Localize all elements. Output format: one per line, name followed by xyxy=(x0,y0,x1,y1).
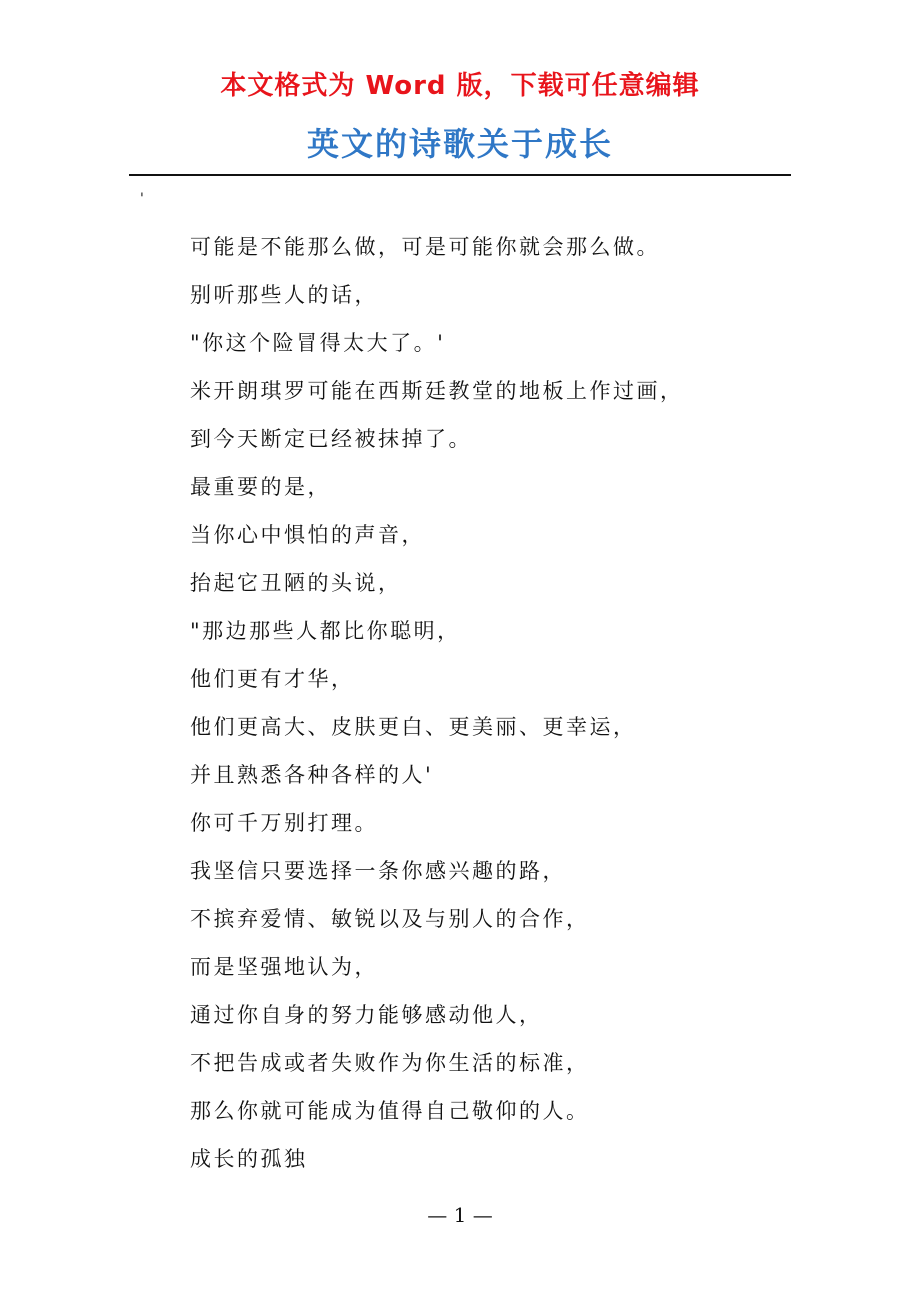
poem-line: 通过你自身的努力能够感动他人， xyxy=(190,1003,543,1027)
stray-quote-mark: ' xyxy=(140,191,144,207)
poem-line: 当你心中惧怕的声音， xyxy=(190,523,425,547)
poem-line: 最重要的是， xyxy=(190,475,331,499)
poem-line: "那边那些人都比你聪明， xyxy=(190,619,461,643)
poem-line: 他们更有才华， xyxy=(190,667,355,691)
poem-line: 那么你就可能成为值得自己敬仰的人。 xyxy=(190,1099,590,1123)
poem-line: 他们更高大、皮肤更白、更美丽、更幸运， xyxy=(190,715,637,739)
poem-line: 米开朗琪罗可能在西斯廷教堂的地板上作过画， xyxy=(190,379,684,403)
poem-line: 抬起它丑陋的头说， xyxy=(190,571,402,595)
poem-line: 可能是不能那么做，可是可能你就会那么做。 xyxy=(190,235,660,259)
poem-line: 并且熟悉各种各样的人' xyxy=(190,763,434,787)
format-notice-banner: 本文格式为 Word 版，下载可任意编辑 xyxy=(220,71,700,101)
poem-body xyxy=(190,225,770,1185)
poem-line: 你可千万别打理。 xyxy=(190,811,378,835)
title-divider xyxy=(129,174,791,176)
poem-line: 而是坚强地认为， xyxy=(190,955,378,979)
document-title: 英文的诗歌关于成长 xyxy=(306,125,613,163)
poem-line: 不把告成或者失败作为你生活的标准， xyxy=(190,1051,590,1075)
poem-line: 不摈弃爱情、敏锐以及与别人的合作， xyxy=(190,907,590,931)
poem-line: 成长的孤独 xyxy=(190,1147,308,1171)
page-number: — 1 — xyxy=(427,1203,493,1227)
poem-line: 别听那些人的话， xyxy=(190,283,378,307)
poem-line: 到今天断定已经被抹掉了。 xyxy=(190,427,472,451)
poem-line: "你这个险冒得太大了。' xyxy=(190,331,446,355)
poem-line: 我坚信只要选择一条你感兴趣的路， xyxy=(190,859,566,883)
